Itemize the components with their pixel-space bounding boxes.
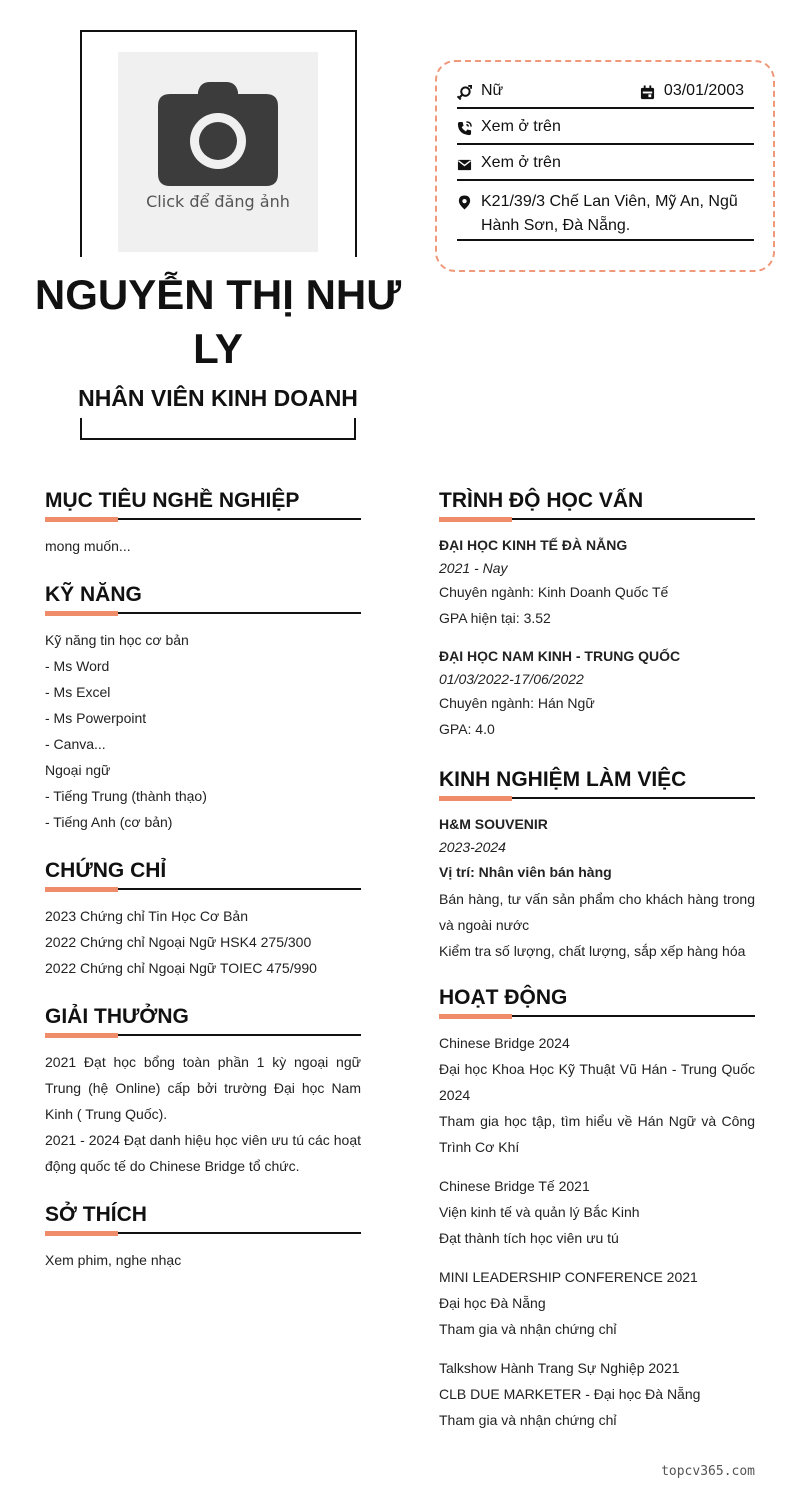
contact-email: Xem ở trên bbox=[481, 154, 561, 171]
education-entry bbox=[439, 644, 755, 742]
section-experience bbox=[439, 765, 755, 964]
experience-entry bbox=[439, 812, 755, 964]
objective-text: mong muốn... bbox=[45, 538, 131, 554]
section-rule bbox=[439, 516, 755, 522]
section-title: GIẢI THƯỞNG bbox=[45, 1005, 189, 1028]
activity-desc: Đạt thành tích học viên ưu tú bbox=[439, 1230, 619, 1246]
footer-watermark: topcv365.com bbox=[661, 1464, 755, 1479]
awards-list bbox=[45, 1049, 361, 1179]
gender-icon bbox=[457, 85, 472, 100]
activity-desc: Tham gia và nhận chứng chỉ bbox=[439, 1321, 617, 1337]
spacer bbox=[439, 1251, 755, 1264]
education-list bbox=[439, 533, 755, 742]
section-education bbox=[439, 486, 755, 742]
school-major: Chuyên ngành: Kinh Doanh Quốc Tế bbox=[439, 584, 669, 600]
school-gpa: GPA hiện tại: 3.52 bbox=[439, 610, 551, 626]
envelope-icon bbox=[457, 157, 472, 172]
section-rule bbox=[45, 516, 361, 522]
photo-upload-label: Click để đăng ảnh bbox=[146, 192, 290, 211]
section-rule bbox=[439, 795, 755, 801]
experience-role: Vị trí: Nhân viên bán hàng bbox=[439, 864, 612, 880]
activity-entry bbox=[439, 1173, 755, 1251]
skill-line: - Ms Excel bbox=[45, 684, 111, 700]
candidate-name: NGUYỄN THỊ NHƯ LY bbox=[34, 271, 402, 372]
activity-name: Talkshow Hành Trang Sự Nghiệp 2021 bbox=[439, 1360, 680, 1376]
school-period: 01/03/2022-17/06/2022 bbox=[439, 671, 584, 687]
spacer bbox=[439, 1160, 755, 1173]
certificate-line: 2022 Chứng chỉ Ngoại Ngữ HSK4 275/300 bbox=[45, 934, 312, 950]
section-skills bbox=[45, 580, 361, 835]
section-certificates bbox=[45, 856, 361, 981]
activity-entry bbox=[439, 1030, 755, 1160]
contact-row-phone bbox=[457, 118, 754, 145]
contact-gender: Nữ bbox=[481, 82, 504, 99]
experience-desc: Kiểm tra số lượng, chất lượng, sắp xếp hàng hóa bbox=[439, 943, 746, 959]
candidate-position: NHÂN VIÊN KINH DOANH bbox=[78, 385, 358, 411]
section-rule bbox=[439, 1013, 755, 1019]
certificates-list bbox=[45, 903, 361, 981]
section-rule bbox=[45, 610, 361, 616]
phone-icon bbox=[457, 121, 472, 136]
skill-line: - Tiếng Trung (thành thạo) bbox=[45, 788, 207, 804]
section-title: CHỨNG CHỈ bbox=[45, 859, 167, 882]
camera-icon bbox=[158, 82, 278, 186]
section-rule bbox=[45, 1032, 361, 1038]
spacer bbox=[439, 1342, 755, 1355]
section-title: KINH NGHIỆM LÀM VIỆC bbox=[439, 768, 687, 791]
skill-line: Ngoại ngữ bbox=[45, 762, 111, 778]
activity-desc: Tham gia và nhận chứng chỉ bbox=[439, 1412, 617, 1428]
activity-name: Chinese Bridge Tế 2021 bbox=[439, 1178, 590, 1194]
contact-row-address bbox=[457, 190, 754, 241]
activity-entry bbox=[439, 1355, 755, 1433]
section-activities bbox=[439, 983, 755, 1433]
school-name: ĐẠI HỌC NAM KINH - TRUNG QUỐC bbox=[439, 648, 681, 664]
certificate-line: 2023 Chứng chỉ Tin Học Cơ Bản bbox=[45, 908, 248, 924]
contact-row-gender bbox=[457, 82, 754, 109]
spacer bbox=[439, 631, 755, 644]
award-item: 2021 - 2024 Đạt danh hiệu học viên ưu tú các hoạt động quốc tế do Chinese Bridge tổ chức. bbox=[45, 1132, 361, 1174]
contact-box bbox=[435, 60, 775, 272]
activity-desc: Tham gia học tập, tìm hiểu về Hán Ngữ và Công Trình Cơ Khí bbox=[439, 1113, 755, 1155]
section-title: SỞ THÍCH bbox=[45, 1203, 147, 1226]
calendar-icon bbox=[640, 85, 655, 100]
school-name: ĐẠI HỌC KINH TẾ ĐÀ NẴNG bbox=[439, 537, 628, 553]
company-name: H&M SOUVENIR bbox=[439, 816, 548, 832]
contact-address: K21/39/3 Chế Lan Viên, Mỹ An, Ngũ Hành Sơn, Đà Nẵng. bbox=[481, 193, 738, 234]
section-title: MỤC TIÊU NGHỀ NGHIỆP bbox=[45, 489, 300, 512]
section-title: KỸ NĂNG bbox=[45, 583, 142, 606]
contact-dob: 03/01/2003 bbox=[663, 82, 744, 99]
skill-line: - Tiếng Anh (cơ bản) bbox=[45, 814, 173, 830]
contact-row-email bbox=[457, 154, 754, 181]
activity-org: Đại học Đà Nẵng bbox=[439, 1295, 546, 1311]
skill-line: - Canva... bbox=[45, 736, 106, 752]
hobbies-text: Xem phim, nghe nhạc bbox=[45, 1252, 182, 1268]
activity-name: Chinese Bridge 2024 bbox=[439, 1035, 570, 1051]
photo-upload[interactable] bbox=[118, 52, 318, 252]
skills-list bbox=[45, 627, 361, 835]
section-awards bbox=[45, 1002, 361, 1179]
activity-entry bbox=[439, 1264, 755, 1342]
section-hobbies bbox=[45, 1200, 361, 1273]
activity-name: MINI LEADERSHIP CONFERENCE 2021 bbox=[439, 1269, 698, 1285]
activity-org: Đại học Khoa Học Kỹ Thuật Vũ Hán - Trung Quốc 2024 bbox=[439, 1061, 755, 1103]
map-pin-icon bbox=[457, 195, 472, 210]
activities-list bbox=[439, 1030, 755, 1433]
activity-org: CLB DUE MARKETER - Đại học Đà Nẵng bbox=[439, 1386, 701, 1402]
section-rule bbox=[45, 1230, 361, 1236]
section-rule bbox=[45, 886, 361, 892]
education-entry bbox=[439, 533, 755, 631]
section-objective bbox=[45, 486, 361, 559]
skill-line: Kỹ năng tin học cơ bản bbox=[45, 632, 189, 648]
activity-org: Viện kinh tế và quản lý Bắc Kinh bbox=[439, 1204, 640, 1220]
name-bracket bbox=[80, 418, 356, 440]
experience-desc: Bán hàng, tư vấn sản phẩm cho khách hàng trong và ngoài nước bbox=[439, 891, 755, 933]
section-title: TRÌNH ĐỘ HỌC VẤN bbox=[439, 489, 644, 512]
certificate-line: 2022 Chứng chỉ Ngoại Ngữ TOIEC 475/990 bbox=[45, 960, 317, 976]
school-major: Chuyên ngành: Hán Ngữ bbox=[439, 695, 595, 711]
experience-period: 2023-2024 bbox=[439, 839, 506, 855]
school-period: 2021 - Nay bbox=[439, 560, 508, 576]
award-item: 2021 Đạt học bổng toàn phần 1 kỳ ngoại ngữ Trung (hệ Online) cấp bởi trường Đại học Nam Kinh ( Trung Quốc). bbox=[45, 1054, 361, 1122]
contact-phone: Xem ở trên bbox=[481, 118, 561, 135]
photo-frame bbox=[80, 30, 357, 257]
skill-line: - Ms Word bbox=[45, 658, 110, 674]
school-gpa: GPA: 4.0 bbox=[439, 721, 495, 737]
skill-line: - Ms Powerpoint bbox=[45, 710, 147, 726]
contact-dob-group bbox=[640, 82, 744, 100]
section-title: HOẠT ĐỘNG bbox=[439, 986, 568, 1009]
